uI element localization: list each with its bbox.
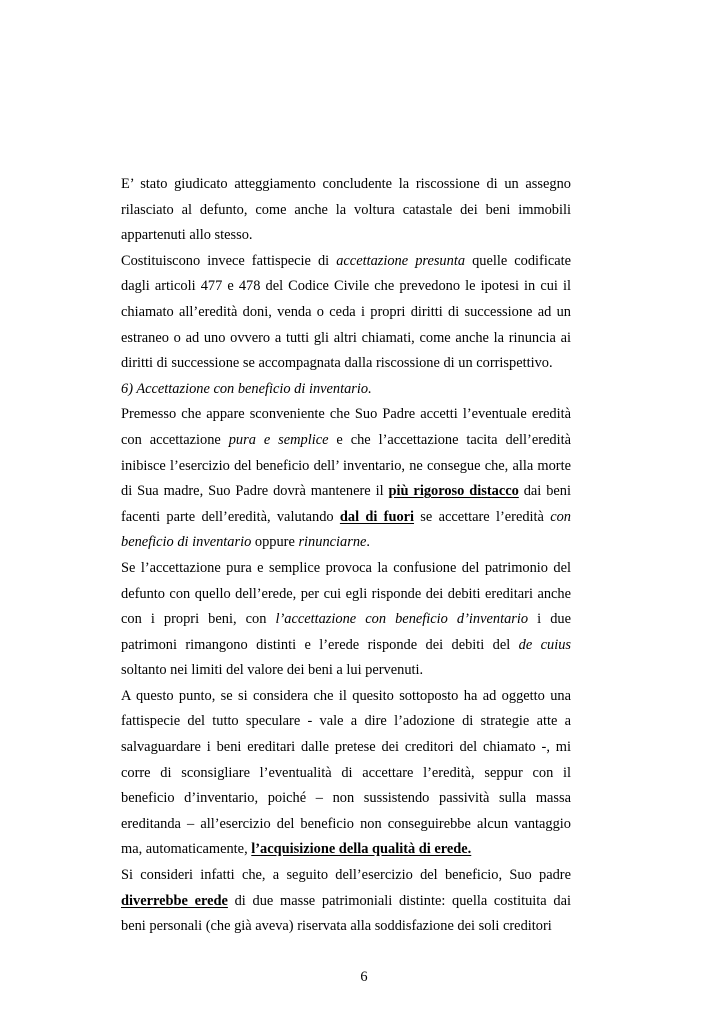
text-run: se accettare l’eredità xyxy=(414,508,551,525)
text-run: Costituiscono invece fattispecie di xyxy=(121,252,337,269)
italic-text: accettazione presunta xyxy=(336,252,466,269)
text-run: E’ stato giudicato atteggiamento concludente la riscossione di un assegno rilasciato al defunto, come anche la voltura catastale dei beni immobili appartenuti allo stesso. xyxy=(121,176,571,244)
text-run: di due masse patrimoniali distinte: quella costituita dai beni personali (che già aveva) riservata alla soddisfazione dei soli creditori xyxy=(121,892,571,935)
emphasis-text: l’acquisizione della qualità di erede. xyxy=(251,841,472,858)
text-run: quelle codificate dagli articoli 477 e 478 del Codice Civile che prevedono le ipotesi in cui il chiamato all’eredità doni, venda o ceda i propri diritti di successione ad un estraneo o ad uno ovvero a tutti gli altri chiamati, come anche la rinuncia ai diritti di successione se accompagnata dalla riscossione di un corrispettivo. xyxy=(121,252,572,372)
section-heading xyxy=(121,377,571,403)
text-run: . xyxy=(366,534,371,551)
text-run: e che l’accettazione tacita dell’eredità inibisce l’esercizio del beneficio dell’ inventario, ne consegue che, alla morte di Sua madre, Suo Padre dovrà mantenere il xyxy=(121,431,571,500)
italic-text: de cuius xyxy=(518,636,571,653)
paragraph xyxy=(121,402,571,556)
italic-text: 6) Accettazione con beneficio di inventario. xyxy=(121,380,372,397)
text-run: i due patrimoni rimangono distinti e l’erede risponde dei debiti del xyxy=(121,611,571,653)
page-number: 6 xyxy=(360,969,368,985)
italic-text: rinunciarne xyxy=(298,534,367,551)
text-run: soltanto nei limiti del valore dei beni a lui pervenuti. xyxy=(121,662,424,679)
paragraph xyxy=(121,249,571,377)
paragraph xyxy=(121,684,571,863)
text-run: dai beni facenti parte dell’eredità, valutando xyxy=(121,483,572,525)
text-run: Si consideri infatti che, a seguito dell’esercizio del beneficio, Suo padre xyxy=(121,867,571,884)
text-run: Premesso che appare sconveniente che Suo Padre accetti l’eventuale eredità con accettazione xyxy=(121,406,571,448)
text-run: Se l’accettazione pura e semplice provoca la confusione del patrimonio del defunto con quello dell’erede, per cui egli risponde dei debiti ereditari anche con i propri beni, con xyxy=(121,559,571,628)
emphasis-text: dal di fuori xyxy=(339,508,415,525)
emphasis-text: più rigoroso distacco xyxy=(388,483,519,500)
italic-text: l’accettazione con beneficio d’inventario xyxy=(275,611,529,628)
paragraph xyxy=(121,172,571,249)
emphasis-text: diverrebbe erede xyxy=(121,892,228,909)
italic-text: con beneficio di inventario xyxy=(121,508,571,551)
text-run: oppure xyxy=(251,534,299,551)
paragraph xyxy=(121,863,571,940)
text-run: A questo punto, se si considera che il quesito sottoposto ha ad oggetto una fattispecie del tutto speculare - vale a dire l’adozione di strategie atte a salvaguardare i beni ereditari dalle pretese dei creditori del chiamato -, mi corre di sconsigliare l’eventualità di accettare l’eredità, seppur con il beneficio d’inventario, poiché – non sussistendo passività sulla massa ereditanda – all’esercizio del beneficio non conseguirebbe alcun vantaggio ma, automaticamente, xyxy=(121,687,571,858)
paragraph xyxy=(121,556,571,684)
body-text xyxy=(121,172,571,940)
italic-text: pura e semplice xyxy=(228,431,329,448)
